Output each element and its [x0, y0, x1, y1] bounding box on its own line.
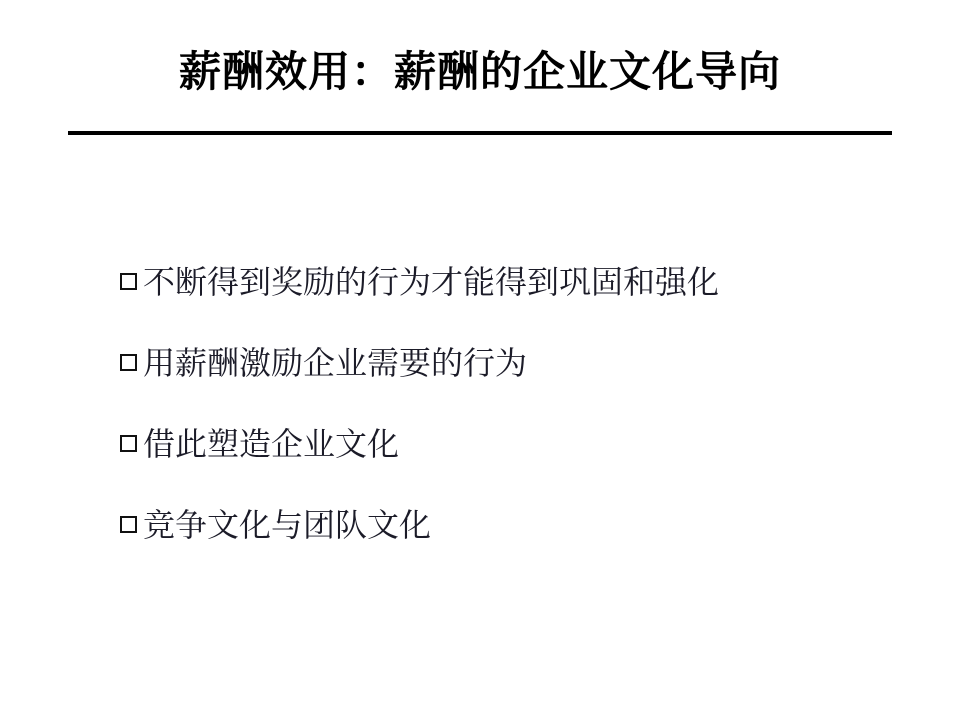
- list-item-label: 用薪酬激励企业需要的行为: [143, 345, 528, 381]
- hollow-square-bullet-icon: [120, 354, 137, 371]
- title-divider: [68, 131, 892, 135]
- list-item: [120, 424, 920, 464]
- list-item-label: 竞争文化与团队文化: [143, 507, 432, 543]
- list-item: [120, 343, 920, 383]
- hollow-square-bullet-icon: [120, 273, 137, 290]
- list-item: [120, 262, 920, 302]
- page-title: 薪酬效用：薪酬的企业文化导向: [178, 50, 781, 96]
- list-item-label: 不断得到奖励的行为才能得到巩固和强化: [143, 264, 720, 300]
- bullet-list: [120, 262, 920, 586]
- list-item-label: 借此塑造企业文化: [143, 426, 400, 462]
- hollow-square-bullet-icon: [120, 435, 137, 452]
- hollow-square-bullet-icon: [120, 516, 137, 533]
- list-item: [120, 505, 920, 545]
